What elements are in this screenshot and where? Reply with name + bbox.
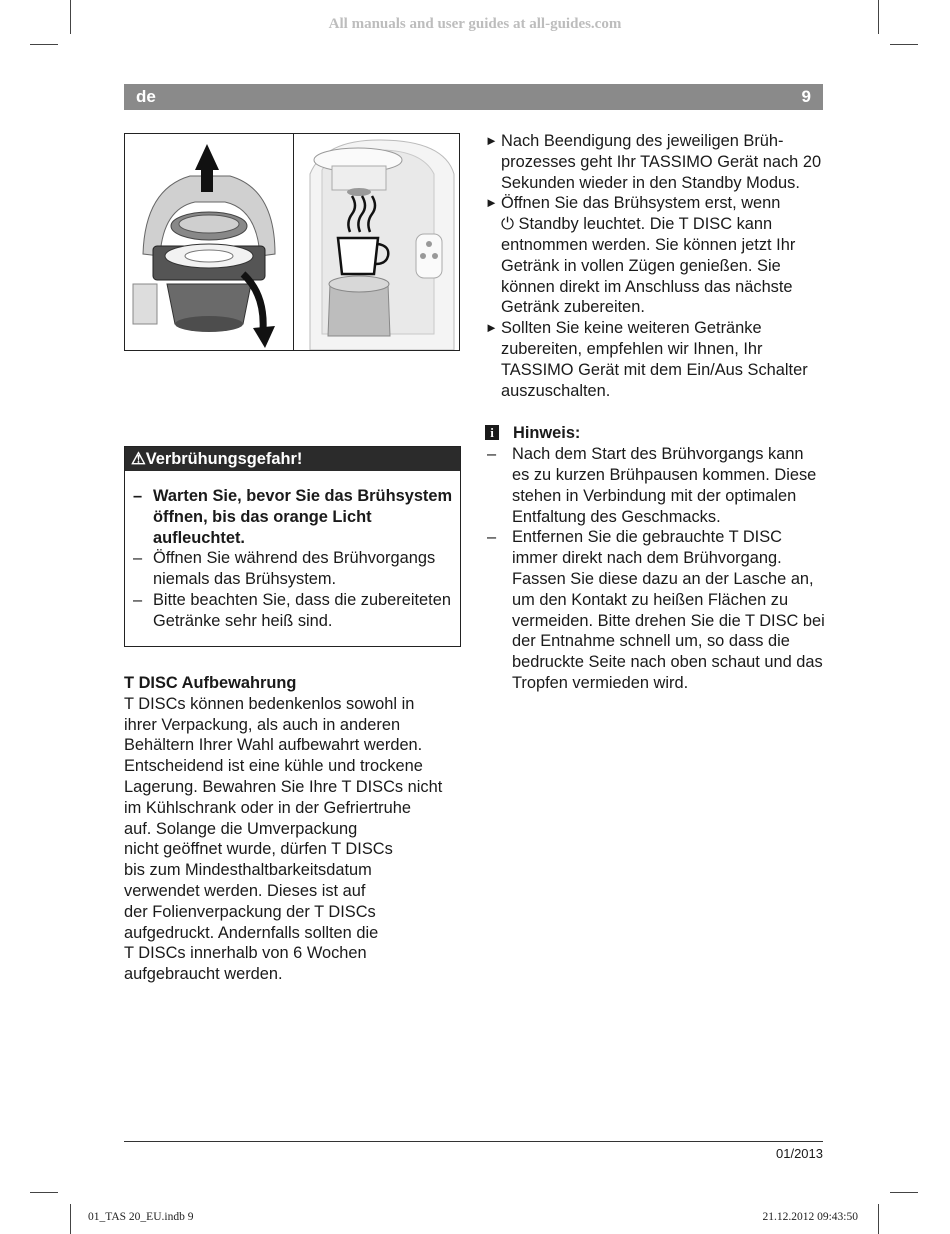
footer-rule bbox=[124, 1141, 823, 1142]
brewer-open-icon bbox=[125, 134, 293, 350]
bullet-arrow-icon: ► bbox=[485, 195, 498, 211]
note-title: Hinweis: bbox=[513, 424, 581, 443]
dash-marker: – bbox=[487, 445, 497, 464]
storage-line: aufgebraucht werden. bbox=[124, 965, 283, 984]
instruction-item bbox=[485, 131, 825, 193]
print-slug-right: 21.12.2012 09:43:50 bbox=[762, 1211, 858, 1223]
storage-line: bis zum Mindesthaltbarkeitsdatum bbox=[124, 861, 372, 880]
warning-title: Verbrühungsgefahr! bbox=[145, 450, 303, 468]
note-item bbox=[485, 527, 825, 693]
note-text: Entfernen Sie die gebrauchte T DISC immer direkt nach dem Brühvorgang. Fassen Sie diese dazu an der Lasche an, um den Kontakt zu heißen Flächen zu vermeiden. Bitte drehen Sie die T DISC bei der Entnahme schnell um, so dass die bedruckte Seite nach oben schaut und das Tropfen vermieden wird. bbox=[512, 528, 825, 692]
language-code: de bbox=[136, 87, 156, 106]
crop-mark bbox=[890, 1192, 918, 1193]
warning-box bbox=[124, 446, 461, 647]
dash-marker: – bbox=[133, 487, 143, 505]
watermark: All manuals and user guides at all-guides.com bbox=[328, 16, 622, 32]
instruction-text: Standby leuchtet. Die T DISC kann entnommen werden. Sie können jetzt Ihr Getränk in vollen Zügen genießen. Sie können direkt im Anschluss das nächste Getränk zubereiten. bbox=[501, 215, 796, 317]
dash-marker: – bbox=[133, 590, 143, 609]
footer-date-code: 01/2013 bbox=[776, 1146, 823, 1161]
print-slug-left: 01_TAS 20_EU.indb 9 bbox=[88, 1211, 194, 1223]
warning-text: Bitte beachten Sie, dass die zubereiteten Getränke sehr heiß sind. bbox=[153, 590, 451, 630]
illustration-figure bbox=[124, 133, 460, 351]
storage-line: verwendet werden. Dieses ist auf bbox=[124, 881, 366, 900]
instruction-item bbox=[485, 193, 825, 318]
page-number: 9 bbox=[801, 87, 811, 106]
dash-marker: – bbox=[133, 549, 143, 568]
crop-mark bbox=[878, 1204, 879, 1234]
dash-marker: – bbox=[487, 528, 497, 547]
header-bar bbox=[124, 84, 823, 110]
bullet-arrow-icon: ► bbox=[485, 320, 498, 336]
machine-standby-icon bbox=[294, 134, 461, 350]
info-icon: i bbox=[485, 425, 499, 440]
storage-line: T DISCs innerhalb von 6 Wochen bbox=[124, 944, 367, 963]
instruction-text: Öffnen Sie das Brühsystem erst, wenn bbox=[501, 194, 781, 213]
note-heading bbox=[485, 423, 825, 444]
note-text: Nach dem Start des Brühvorgangs kann es zu kurzen Brühpausen kommen. Diese stehen in Verbindung mit der optimalen Entfaltung des Geschmacks. bbox=[512, 445, 817, 526]
storage-line: aufgedruckt. Andernfalls sollten die bbox=[124, 923, 379, 942]
warning-body bbox=[125, 471, 460, 632]
storage-line: auf. Solange die Umverpackung bbox=[124, 819, 358, 838]
warning-header bbox=[125, 447, 460, 471]
storage-line: der Folienverpackung der T DISCs bbox=[124, 902, 376, 921]
storage-line: T DISCs können bedenkenlos sowohl in bbox=[124, 694, 415, 713]
crop-mark bbox=[890, 44, 918, 45]
storage-line: im Kühlschrank oder in der Gefriertruhe bbox=[124, 798, 411, 817]
warning-triangle-icon: ⚠ bbox=[131, 450, 146, 468]
storage-line: nicht geöffnet wurde, dürfen T DISCs bbox=[124, 840, 393, 859]
instruction-item bbox=[485, 318, 825, 401]
warning-item bbox=[125, 486, 456, 548]
instruction-text: Nach Beendigung des jeweiligen Brühprozesses geht Ihr TASSIMO Gerät nach 20 Sekunden wieder in den Standby Modus. bbox=[501, 132, 822, 192]
warning-text: Warten Sie, bevor Sie das Brühsystem öffnen, bis das orange Licht aufleuchtet. bbox=[153, 487, 453, 547]
storage-line: Entscheidend ist eine kühle und trockene bbox=[124, 757, 423, 776]
bullet-arrow-icon: ► bbox=[485, 133, 498, 148]
note-item bbox=[485, 444, 825, 527]
storage-section bbox=[124, 673, 469, 985]
storage-line: Behältern Ihrer Wahl aufbewahrt werden. bbox=[124, 736, 423, 755]
section-heading: T DISC Aufbewahrung bbox=[124, 674, 297, 692]
crop-mark bbox=[30, 44, 58, 45]
warning-item bbox=[125, 548, 456, 590]
storage-line: Lagerung. Bewahren Sie Ihre T DISCs nicht bbox=[124, 777, 443, 796]
right-column bbox=[485, 131, 825, 694]
storage-line: ihrer Verpackung, als auch in anderen bbox=[124, 715, 401, 734]
crop-mark bbox=[70, 1204, 71, 1234]
instruction-text: Sollten Sie keine weiteren Getränke zubereiten, empfehlen wir Ihnen, Ihr TASSIMO Gerät mit dem Ein/Aus Schalter auszuschalten. bbox=[501, 319, 808, 400]
warning-text: Öffnen Sie während des Brühvorgangs niemals das Brühsystem. bbox=[153, 549, 436, 589]
crop-mark bbox=[30, 1192, 58, 1193]
warning-item bbox=[125, 590, 456, 632]
power-icon: ⏻ bbox=[501, 215, 514, 234]
